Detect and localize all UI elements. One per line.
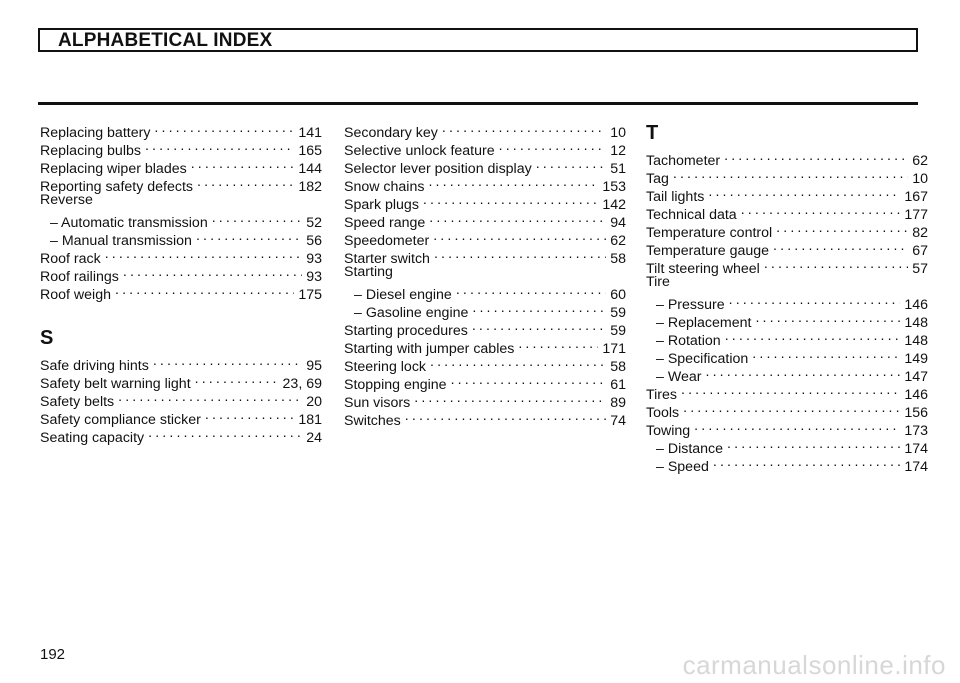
dot-leader: [212, 209, 303, 227]
section-header-box: [38, 28, 918, 52]
entry-label: Snow chains: [344, 179, 425, 195]
entry-label: – Manual transmission: [50, 233, 192, 249]
entry-page-number: 182: [298, 179, 322, 195]
entry-label: Tail lights: [646, 189, 705, 205]
entry-label: Starting: [344, 264, 393, 280]
header-rule: [38, 102, 918, 105]
entry-page-number: 59: [610, 323, 626, 339]
dot-leader: [428, 173, 598, 191]
dot-leader: [705, 363, 900, 381]
entry-page-number: 67: [912, 243, 928, 259]
entry-label: – Rotation: [656, 333, 721, 349]
dot-leader: [683, 399, 900, 417]
section-letter: T: [646, 122, 659, 144]
entry-page-number: 148: [904, 315, 928, 331]
dot-leader: [154, 119, 294, 137]
entry-page-number: 89: [610, 395, 626, 411]
entry-page-number: 52: [306, 215, 322, 231]
dot-leader: [764, 255, 908, 273]
entry-label: Towing: [646, 423, 691, 439]
index-column-3: [646, 119, 928, 475]
entry-label: Stopping engine: [344, 377, 447, 393]
entry-page-number: 93: [306, 269, 322, 285]
entry-page-number: 62: [610, 233, 626, 249]
entry-page-number: 56: [306, 233, 322, 249]
dot-leader: [205, 406, 294, 424]
entry-label: Safety belts: [40, 394, 115, 410]
dot-leader: [429, 209, 606, 227]
dot-leader: [148, 424, 302, 442]
entry-page-number: 57: [912, 261, 928, 277]
entry-label: – Diesel engine: [354, 287, 452, 303]
entry-page-number: 181: [298, 412, 322, 428]
entry-label: Seating capacity: [40, 430, 145, 446]
dot-leader: [195, 370, 279, 388]
dot-leader: [451, 371, 607, 389]
dot-leader: [536, 155, 607, 173]
watermark: carmanualsonline.info: [682, 650, 946, 680]
entry-page-number: 174: [904, 441, 928, 457]
dot-leader: [708, 183, 900, 201]
entry-label: Selector lever position display: [344, 161, 532, 177]
section-letter: S: [40, 327, 54, 349]
entry-page-number: 153: [602, 179, 626, 195]
dot-leader: [191, 155, 295, 173]
entry-page-number: 148: [904, 333, 928, 349]
entry-label: Secondary key: [344, 125, 438, 141]
entry-page-number: 10: [610, 125, 626, 141]
entry-label: Technical data: [646, 207, 737, 223]
entry-page-number: 156: [904, 405, 928, 421]
dot-leader: [727, 435, 900, 453]
index-column-1: [40, 119, 322, 446]
entry-label: Tachometer: [646, 153, 721, 169]
entry-label: Temperature gauge: [646, 243, 770, 259]
entry-label: Reporting safety defects: [40, 179, 193, 195]
entry-page-number: 74: [610, 413, 626, 429]
entry-page-number: 173: [904, 423, 928, 439]
entry-page-number: 93: [306, 251, 322, 267]
entry-label: Replacing wiper blades: [40, 161, 187, 177]
entry-page-number: 142: [602, 197, 626, 213]
entry-page-number: 165: [298, 143, 322, 159]
dot-leader: [472, 299, 606, 317]
dot-leader: [442, 119, 606, 137]
entry-label: – Automatic transmission: [50, 215, 208, 231]
index-entry: [344, 263, 626, 281]
index-entry: [646, 165, 928, 187]
entry-label: – Wear: [656, 369, 702, 385]
entry-label: Tire: [646, 274, 670, 290]
dot-leader: [115, 281, 294, 299]
dot-leader: [414, 389, 606, 407]
entry-label: Reverse: [40, 192, 93, 208]
dot-leader: [196, 227, 302, 245]
dot-leader: [776, 219, 908, 237]
dot-leader: [729, 291, 901, 309]
entry-page-number: 149: [904, 351, 928, 367]
entry-label: Safety compliance sticker: [40, 412, 201, 428]
entry-page-number: 171: [602, 341, 626, 357]
entry-label: Tools: [646, 405, 680, 421]
entry-page-number: 24: [306, 430, 322, 446]
entry-label: Tag: [646, 171, 669, 187]
dot-leader: [499, 137, 607, 155]
entry-label: Tilt steering wheel: [646, 261, 760, 277]
entry-page-number: 82: [912, 225, 928, 241]
dot-leader: [518, 335, 598, 353]
entry-label: Selective unlock feature: [344, 143, 495, 159]
entry-label: Starting procedures: [344, 323, 468, 339]
index-entry: [646, 381, 928, 403]
entry-page-number: 147: [904, 369, 928, 385]
dot-leader: [423, 191, 598, 209]
entry-page-number: 20: [306, 394, 322, 410]
index-entry: [344, 119, 626, 141]
entry-label: – Speed: [656, 459, 709, 475]
entry-page-number: 58: [610, 359, 626, 375]
entry-page-number: 144: [298, 161, 322, 177]
dot-leader: [755, 309, 900, 327]
entry-label: Speed range: [344, 215, 426, 231]
entry-page-number: 60: [610, 287, 626, 303]
entry-label: Roof weigh: [40, 287, 111, 303]
entry-label: Temperature control: [646, 225, 773, 241]
dot-leader: [118, 388, 302, 406]
index-entry: [40, 119, 322, 141]
index-subentry: [344, 281, 626, 303]
index-entry: [40, 352, 322, 374]
dot-leader: [456, 281, 606, 299]
dot-leader: [724, 147, 908, 165]
dot-leader: [681, 381, 900, 399]
dot-leader: [741, 201, 901, 219]
entry-page-number: 62: [912, 153, 928, 169]
dot-leader: [752, 345, 900, 363]
index-entry: [646, 417, 928, 439]
entry-label: Spark plugs: [344, 197, 419, 213]
dot-leader: [434, 245, 606, 263]
entry-label: Safe driving hints: [40, 358, 149, 374]
section-title: ALPHABETICAL INDEX: [58, 30, 273, 51]
index-entry: [646, 183, 928, 205]
index-subentry: [646, 291, 928, 313]
entry-label: Switches: [344, 413, 401, 429]
entry-label: Replacing battery: [40, 125, 151, 141]
dot-leader: [123, 263, 302, 281]
entry-label: Safety belt warning light: [40, 376, 191, 392]
entry-page-number: 23, 69: [282, 376, 322, 392]
entry-page-number: 174: [904, 459, 928, 475]
entry-page-number: 95: [306, 358, 322, 374]
dot-leader: [405, 407, 606, 425]
entry-label: – Pressure: [656, 297, 725, 313]
entry-label: – Replacement: [656, 315, 752, 331]
dot-leader: [725, 327, 901, 345]
index-entry: [646, 147, 928, 169]
index-entry: [646, 399, 928, 421]
entry-page-number: 167: [904, 189, 928, 205]
dot-leader: [433, 227, 606, 245]
entry-page-number: 10: [912, 171, 928, 187]
entry-label: Starter switch: [344, 251, 430, 267]
dot-leader: [673, 165, 908, 183]
entry-label: Sun visors: [344, 395, 411, 411]
entry-label: – Specification: [656, 351, 749, 367]
dot-leader: [105, 245, 303, 263]
dot-leader: [145, 137, 294, 155]
entry-page-number: 59: [610, 305, 626, 321]
entry-page-number: 94: [610, 215, 626, 231]
dot-leader: [430, 353, 606, 371]
dot-leader: [153, 352, 302, 370]
entry-page-number: 146: [904, 297, 928, 313]
dot-leader: [472, 317, 606, 335]
dot-leader: [713, 453, 900, 471]
dot-leader: [197, 173, 294, 191]
dot-leader: [694, 417, 900, 435]
dot-leader: [773, 237, 908, 255]
index-column-2: [344, 119, 626, 429]
entry-page-number: 61: [610, 377, 626, 393]
entry-page-number: 51: [610, 161, 626, 177]
entry-label: Roof railings: [40, 269, 119, 285]
entry-label: Tires: [646, 387, 678, 403]
entry-page-number: 175: [298, 287, 322, 303]
entry-page-number: 177: [904, 207, 928, 223]
entry-label: – Gasoline engine: [354, 305, 469, 321]
entry-page-number: 141: [298, 125, 322, 141]
entry-label: Steering lock: [344, 359, 427, 375]
entry-page-number: 58: [610, 251, 626, 267]
index-subentry: [40, 209, 322, 231]
page-number: 192: [40, 646, 66, 663]
entry-label: Starting with jumper cables: [344, 341, 515, 357]
entry-label: Roof rack: [40, 251, 101, 267]
entry-label: – Distance: [656, 441, 724, 457]
entry-label: Replacing bulbs: [40, 143, 141, 159]
entry-page-number: 12: [610, 143, 626, 159]
entry-label: Speedometer: [344, 233, 430, 249]
entry-page-number: 146: [904, 387, 928, 403]
